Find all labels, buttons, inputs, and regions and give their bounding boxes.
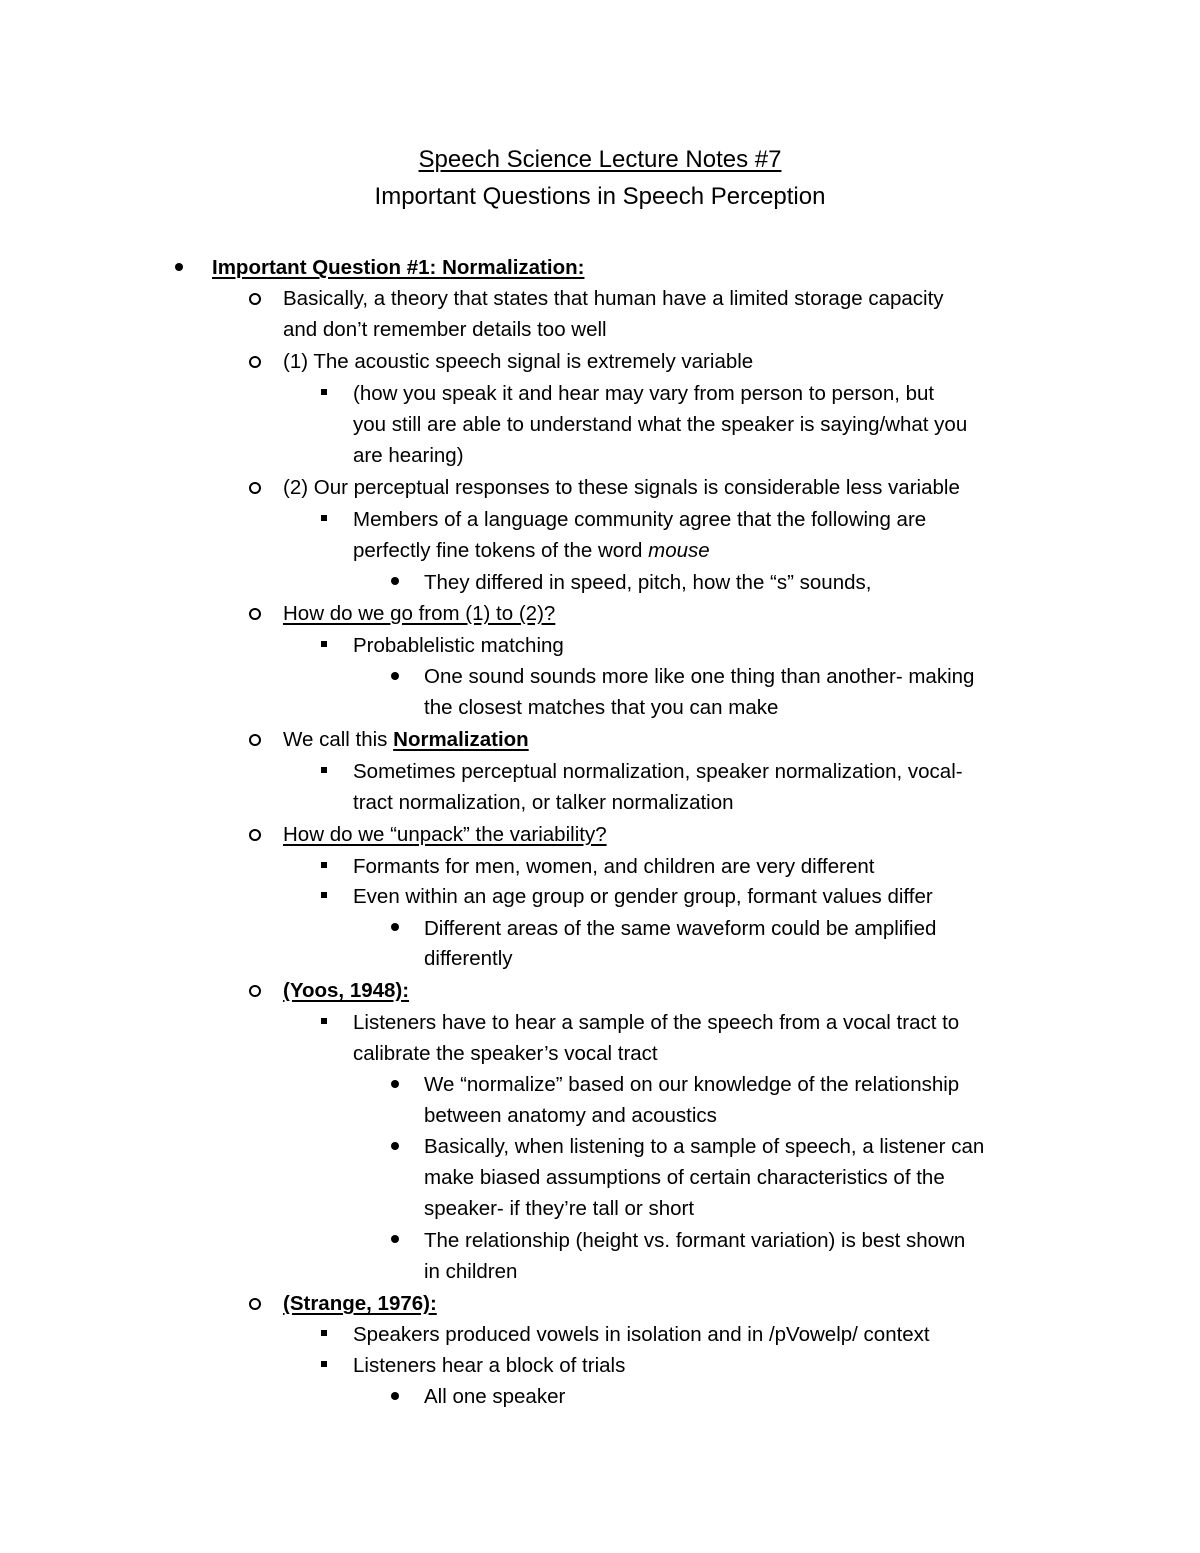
bullet-disc-icon [391, 1142, 399, 1150]
document-subtitle: Important Questions in Speech Perception [374, 183, 826, 210]
list-item-continuation: differently [424, 947, 513, 970]
bullet-circle-icon [249, 482, 261, 494]
bullet-disc-icon [175, 263, 183, 271]
bullet-square-icon [321, 641, 327, 647]
list-item-text: We call this [283, 728, 394, 751]
list-item: (2) Our perceptual responses to these signals is considerable less variable [283, 476, 960, 499]
list-item-continuation: and don’t remember details too well [283, 318, 607, 341]
bullet-circle-icon [249, 356, 261, 368]
list-item: The relationship (height vs. formant variation) is best shown [424, 1229, 966, 1252]
bullet-disc-icon [391, 1080, 399, 1088]
citation-heading: (Strange, 1976): [283, 1292, 437, 1315]
list-item: We “normalize” based on our knowledge of the relationship [424, 1073, 960, 1096]
list-item: All one speaker [424, 1385, 566, 1408]
list-item-continuation: in children [424, 1260, 518, 1283]
list-item: Listeners have to hear a sample of the speech from a vocal tract to [353, 1011, 960, 1034]
list-item: Listeners hear a block of trials [353, 1354, 626, 1377]
bullet-disc-icon [391, 1235, 399, 1243]
list-item: Members of a language community agree that the following are [353, 508, 927, 531]
bullet-square-icon [321, 1018, 327, 1024]
list-item-continuation: tract normalization, or talker normalization [353, 791, 734, 814]
list-item: (how you speak it and hear may vary from person to person, but [353, 382, 935, 405]
list-item-continuation [353, 535, 710, 566]
bullet-square-icon [321, 1330, 327, 1336]
list-item-continuation: the closest matches that you can make [424, 696, 779, 719]
list-item [283, 724, 529, 755]
bullet-disc-icon [391, 577, 399, 585]
bullet-square-icon [321, 892, 327, 898]
bullet-disc-icon [391, 923, 399, 931]
list-item-heading: How do we go from (1) to (2)? [283, 602, 556, 625]
list-item-text: perfectly fine tokens of the word [353, 539, 649, 562]
list-item: (1) The acoustic speech signal is extremely variable [283, 350, 754, 373]
bullet-square-icon [321, 862, 327, 868]
list-item: Different areas of the same waveform could be amplified [424, 917, 937, 940]
list-item: Probablelistic matching [353, 634, 564, 657]
list-item-continuation: between anatomy and acoustics [424, 1104, 717, 1127]
bullet-circle-icon [249, 293, 261, 305]
list-item: Even within an age group or gender group, formant values differ [353, 885, 933, 908]
document-title: Speech Science Lecture Notes #7 [418, 146, 782, 173]
bullet-square-icon [321, 767, 327, 773]
section-heading: Important Question #1: Normalization: [212, 256, 585, 279]
list-item: Basically, when listening to a sample of speech, a listener can [424, 1135, 985, 1158]
list-item-continuation: you still are able to understand what the speaker is saying/what you [353, 413, 968, 436]
bullet-circle-icon [249, 734, 261, 746]
list-item: They differed in speed, pitch, how the “s” sounds, [424, 571, 872, 594]
emphasized-word: mouse [648, 539, 710, 562]
list-item: One sound sounds more like one thing than another- making [424, 665, 975, 688]
bullet-circle-icon [249, 1298, 261, 1310]
list-item-continuation: are hearing) [353, 444, 464, 467]
bullet-disc-icon [391, 1392, 399, 1400]
list-item: Speakers produced vowels in isolation and in /pVowelp/ context [353, 1323, 930, 1346]
list-item-continuation: speaker- if they’re tall or short [424, 1197, 695, 1220]
bullet-square-icon [321, 515, 327, 521]
list-item: Sometimes perceptual normalization, speaker normalization, vocal- [353, 760, 963, 783]
bullet-circle-icon [249, 829, 261, 841]
bullet-circle-icon [249, 985, 261, 997]
list-item: Formants for men, women, and children are very different [353, 855, 875, 878]
bullet-circle-icon [249, 608, 261, 620]
citation-heading: (Yoos, 1948): [283, 979, 410, 1002]
key-term: Normalization [393, 728, 529, 751]
list-item-continuation: make biased assumptions of certain characteristics of the [424, 1166, 945, 1189]
bullet-disc-icon [391, 672, 399, 680]
list-item-heading: How do we “unpack” the variability? [283, 823, 607, 846]
bullet-square-icon [321, 1361, 327, 1367]
bullet-square-icon [321, 389, 327, 395]
list-item-continuation: calibrate the speaker’s vocal tract [353, 1042, 658, 1065]
list-item: Basically, a theory that states that human have a limited storage capacity [283, 287, 944, 310]
